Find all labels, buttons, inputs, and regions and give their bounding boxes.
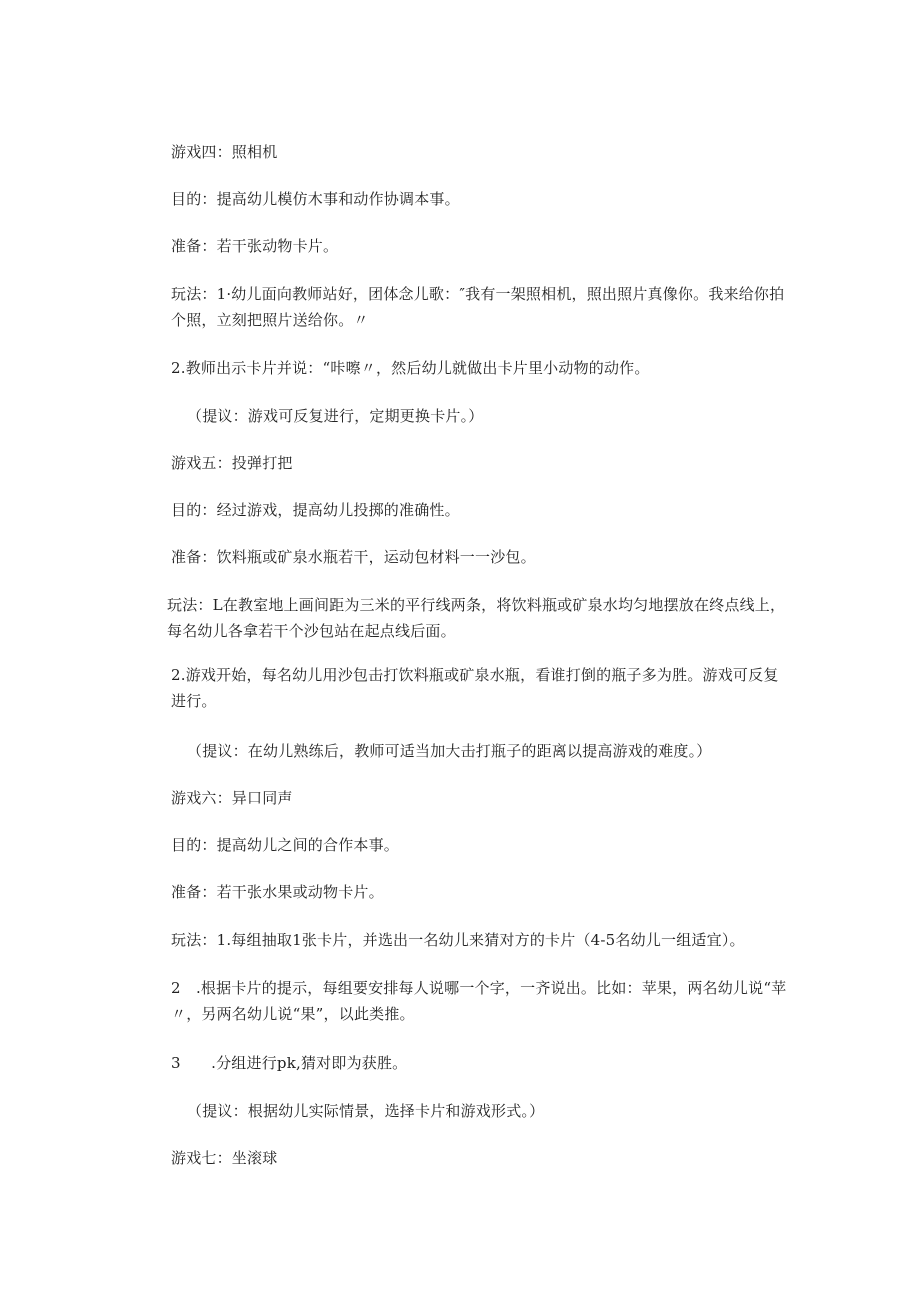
heading-game-six: 游戏六：异口同声 — [171, 789, 293, 807]
paragraph-method: 玩法：L在教室地上画间距为三米的平行线两条，将饮料瓶或矿泉水均匀地摆放在终点线上，每名幼儿各拿若干个沙包站在起点线后面。 — [167, 596, 786, 640]
paragraph-preparation: 准备：饮料瓶或矿泉水瓶若干，运动包材料一一沙包。 — [171, 548, 536, 566]
paragraph-step: 3 .分组进行pk,猜对即为获胜。 — [171, 1054, 408, 1072]
paragraph-purpose: 目的：经过游戏，提高幼儿投掷的准确性。 — [171, 501, 460, 519]
paragraph-step: 2 .根据卡片的提示，每组要安排每人说哪一个字，一齐说出。比如：苹果，两名幼儿说“苹〃，另两名幼儿说“果”，以此类推。 — [171, 979, 787, 1023]
paragraph-suggestion: （提议：游戏可反复进行，定期更换卡片。） — [187, 407, 484, 425]
heading-game-seven: 游戏七：坐滚球 — [171, 1149, 278, 1167]
paragraph-preparation: 准备：若干张动物卡片。 — [171, 237, 339, 255]
heading-game-five: 游戏五：投弹打把 — [171, 454, 293, 472]
paragraph-suggestion: （提议：根据幼儿实际情景，选择卡片和游戏形式。） — [187, 1102, 545, 1120]
paragraph-step: 2.教师出示卡片并说：“咔嚓〃，然后幼儿就做出卡片里小动物的动作。 — [171, 359, 650, 377]
paragraph-preparation: 准备：若干张水果或动物卡片。 — [171, 883, 384, 901]
paragraph-step: 2.游戏开始，每名幼儿用沙包击打饮料瓶或矿泉水瓶，看谁打倒的瓶子多为胜。游戏可反复进行。 — [171, 666, 779, 710]
paragraph-purpose: 目的：提高幼儿之间的合作本事。 — [171, 836, 400, 854]
paragraph-purpose: 目的：提高幼儿模仿木事和动作协调本事。 — [171, 190, 460, 208]
paragraph-method: 玩法：1·幼儿面向教师站好，团体念儿歌：″我有一架照相机，照出照片真像你。我来给你拍个照，立刻把照片送给你。〃 — [171, 285, 785, 329]
paragraph-method: 玩法：1.每组抽取1张卡片，并选出一名幼儿来猜对方的卡片（4-5名幼儿一组适宜）。 — [171, 931, 745, 949]
heading-game-four: 游戏四：照相机 — [171, 143, 278, 161]
paragraph-suggestion: （提议：在幼儿熟练后，教师可适当加大击打瓶子的距离以提高游戏的难度。） — [187, 742, 712, 760]
